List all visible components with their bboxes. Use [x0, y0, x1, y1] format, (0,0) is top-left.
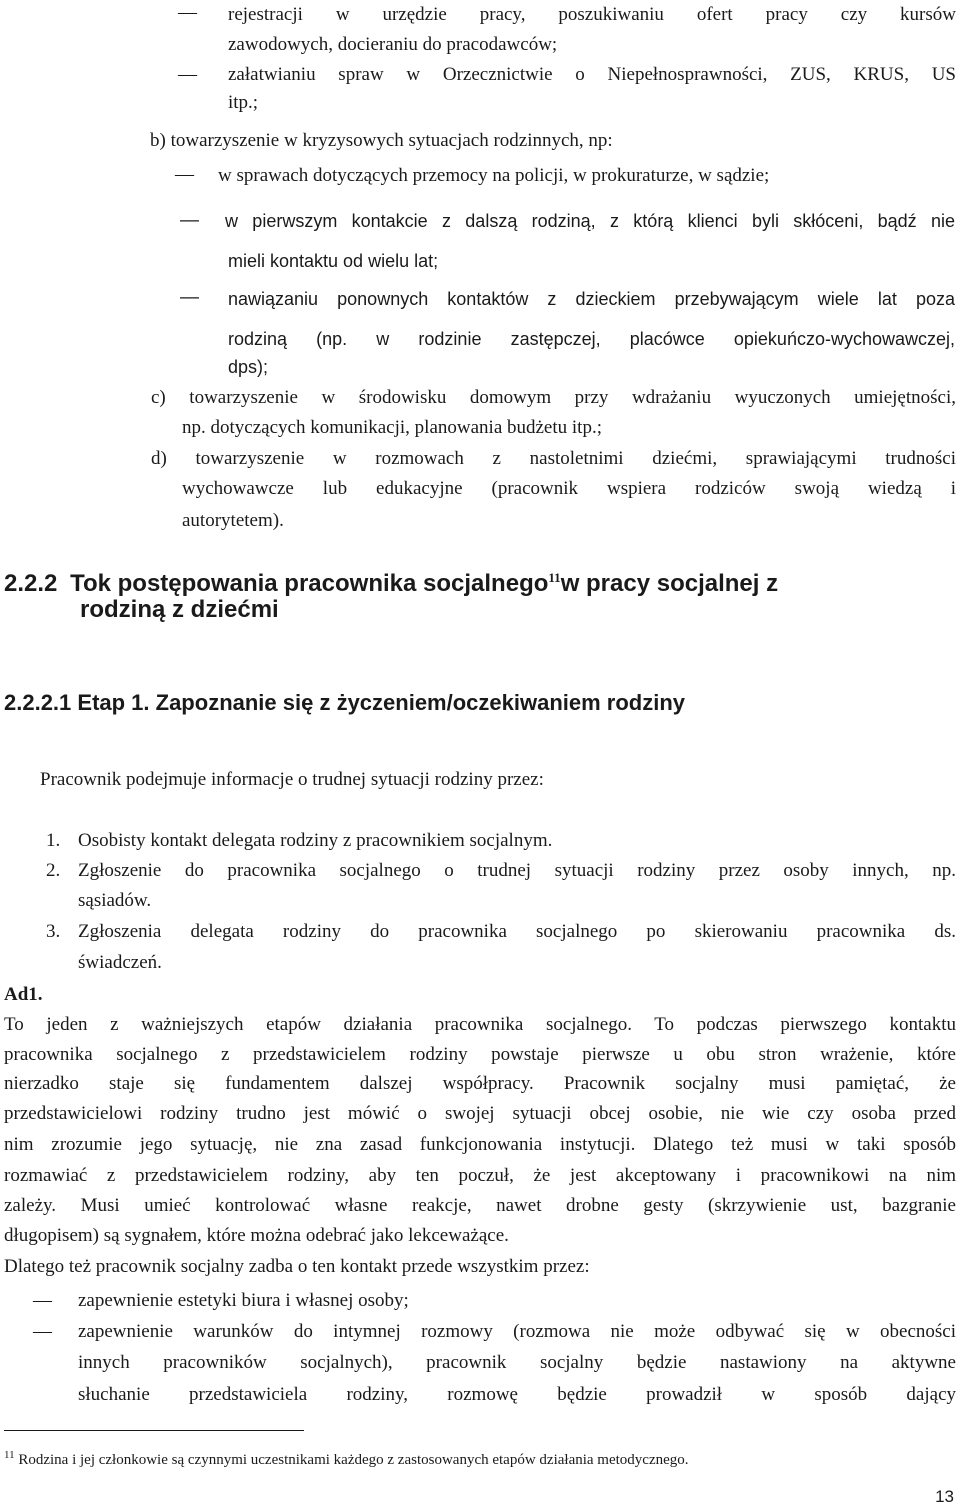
- list-item-line: sąsiadów.: [78, 890, 152, 911]
- dash-bullet: —: [175, 164, 194, 185]
- paragraph-line: przedstawicielowi rodziny trudno jest mówić o swojej sytuacji obcej osobie, nie wie czy osoba przed: [4, 1103, 956, 1124]
- section-d-line: autorytetem).: [182, 510, 284, 531]
- list-item-line: Osobisty kontakt delegata rodziny z pracownikiem socjalnym.: [78, 830, 553, 851]
- section-d-line: wychowawcze lub edukacyjne (pracownik wspiera rodziców swoją wiedzą i: [182, 478, 956, 499]
- heading-number: 2.2.2: [4, 570, 58, 597]
- list-item-line: w sprawach dotyczących przemocy na policji, w prokuraturze, w sądzie;: [218, 165, 770, 186]
- paragraph-lead: Dlatego też pracownik socjalny zadba o ten kontakt przede wszystkim przez:: [4, 1256, 590, 1277]
- footnote-separator: [4, 1430, 304, 1431]
- dash-bullet: —: [180, 287, 199, 308]
- section-c-line: np. dotyczących komunikacji, planowania budżetu itp.;: [182, 417, 602, 438]
- footnote-text: Rodzina i jej członkowie są czynnymi uczestnikami każdego z zastosowanych etapów działania metodycznego.: [18, 1452, 689, 1468]
- dash-bullet: —: [33, 1290, 52, 1311]
- list-item-line: itp.;: [228, 92, 259, 113]
- list-item-line: mieli kontaktu od wielu lat;: [228, 251, 439, 271]
- section-heading-line2: rodziną z dziećmi: [80, 596, 279, 623]
- list-item-line: rejestracji w urzędzie pracy, poszukiwaniu ofert pracy czy kursów: [228, 4, 956, 25]
- paragraph-line: nim zrozumie jego sytuację, nie zna zasad funkcjonowania instytucji. Dlatego też musi w taki sposób: [4, 1134, 956, 1155]
- paragraph-line: nierzadko staje się fundamentem dalszej współpracy. Pracownik socjalny musi pamiętać, że: [4, 1073, 956, 1094]
- section-heading-2-2-2-1: 2.2.2.1 Etap 1. Zapoznanie się z życzeniem/oczekiwaniem rodziny: [4, 690, 686, 715]
- list-item-line: w pierwszym kontakcie z dalszą rodziną, z którą klienci byli skłóceni, bądź nie: [225, 211, 955, 231]
- list-item-line: zapewnienie estetyki biura i własnej osoby;: [78, 1290, 409, 1311]
- dash-bullet: —: [178, 64, 197, 85]
- ad1-label: Ad1.: [4, 984, 43, 1005]
- list-item-line: rodziną (np. w rodzinie zastępczej, placówce opiekuńczo-wychowawczej,: [228, 329, 955, 349]
- list-number: 3.: [46, 921, 61, 942]
- list-item-line: świadczeń.: [78, 952, 162, 973]
- heading-title: w pracy socjalnej z: [560, 570, 779, 597]
- footnote-ref[interactable]: 11: [548, 570, 561, 585]
- list-item-line: zapewnienie warunków do intymnej rozmowy (rozmowa nie może odbywać się w obecności: [78, 1321, 956, 1342]
- list-item-line: Zgłoszenia delegata rodziny do pracownika socjalnego po skierowaniu pracownika ds.: [78, 921, 956, 942]
- footnote-number: 11: [4, 1449, 15, 1461]
- heading-title: Tok postępowania pracownika socjalnego: [70, 570, 549, 597]
- paragraph-line: zależy. Musi umieć kontrolować własne reakcje, nawet drobne gesty (skrzywienie ust, bazgranie: [4, 1195, 956, 1216]
- list-item-line: zawodowych, docieraniu do pracodawców;: [228, 34, 558, 55]
- list-number: 1.: [46, 830, 61, 851]
- list-item-line: załatwianiu spraw w Orzecznictwie o Niepełnosprawności, ZUS, KRUS, US: [228, 64, 956, 85]
- paragraph-line: To jeden z ważniejszych etapów działania pracownika socjalnego. To podczas pierwszego kontaktu: [4, 1014, 956, 1035]
- dash-bullet: —: [180, 210, 199, 231]
- list-number: 2.: [46, 860, 61, 881]
- section-b-heading: b) towarzyszenie w kryzysowych sytuacjach rodzinnych, np:: [150, 130, 613, 151]
- dash-bullet: —: [178, 2, 197, 23]
- paragraph-line: długopisem) są sygnałem, które można odebrać jako lekceważące.: [4, 1225, 509, 1246]
- list-item-line: słuchanie przedstawiciela rodziny, rozmowę będzie prowadził w sposób dający: [78, 1384, 956, 1405]
- list-item-line: innych pracowników socjalnych), pracownik socjalny będzie nastawiony na aktywne: [78, 1352, 956, 1373]
- list-item-line: Zgłoszenie do pracownika socjalnego o trudnej sytuacji rodziny przez osoby innych, np.: [78, 860, 956, 881]
- dash-bullet: —: [33, 1321, 52, 1342]
- footnote: [4, 1440, 689, 1475]
- section-c-line: c) towarzyszenie w środowisku domowym przy wdrażaniu wyuczonych umiejętności,: [151, 387, 956, 408]
- section-d-line: d) towarzyszenie w rozmowach z nastoletnimi dziećmi, sprawiającymi trudności: [151, 448, 956, 469]
- intro-text: Pracownik podejmuje informacje o trudnej sytuacji rodziny przez:: [40, 769, 544, 790]
- paragraph-line: rozmawiać z przedstawicielem rodziny, aby ten poczuł, że jest akceptowany i pracownikowi na nim: [4, 1165, 956, 1186]
- page-number: 13: [935, 1487, 954, 1506]
- paragraph-line: pracownika socjalnego z przedstawicielem rodziny powstaje pierwsze u obu stron wrażenie, które: [4, 1044, 956, 1065]
- list-item-line: nawiązaniu ponownych kontaktów z dzieckiem przebywającym wiele lat poza: [228, 289, 955, 309]
- list-item-line: dps);: [228, 357, 269, 377]
